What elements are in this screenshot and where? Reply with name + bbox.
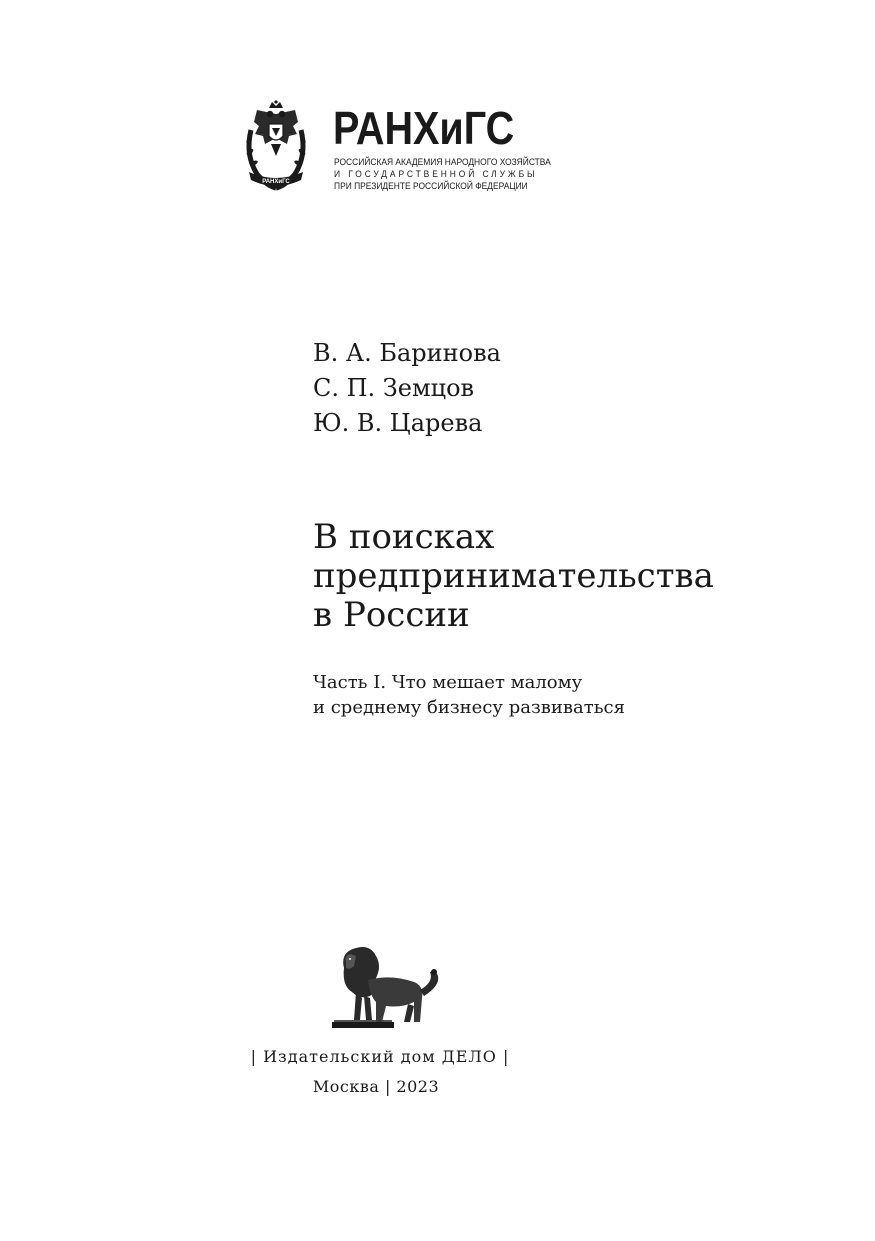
book-title-line: В поисках: [313, 517, 495, 557]
author-name: Ю. В. Царева: [313, 409, 483, 437]
book-title-line: в России: [313, 595, 470, 635]
brand-subtitle-line-2: И ГОСУДАРСТВЕННОЙ СЛУЖБЫ: [334, 169, 538, 180]
logo-block: [243, 100, 551, 196]
brand-subtitle-line-1: РОССИЙСКАЯ АКАДЕМИЯ НАРОДНОГО ХОЗЯЙСТВА: [334, 157, 551, 168]
author-name: С. П. Земцов: [313, 374, 475, 402]
city-year: Москва | 2023: [312, 1077, 440, 1096]
brand-name: РАНХиГС: [333, 102, 515, 154]
book-subtitle-line: Часть I. Что мешает малому: [313, 672, 583, 693]
book-subtitle: [313, 670, 625, 720]
book-title-line: предпринимательства: [313, 556, 714, 596]
author-name: В. А. Баринова: [313, 339, 501, 367]
publisher-name: | Издательский дом ДЕЛО |: [250, 1047, 510, 1066]
emblem-ribbon-text: РАНХиГС: [262, 179, 290, 185]
brand-subtitle-line-3: ПРИ ПРЕЗИДЕНТЕ РОССИЙСКОЙ ФЕДЕРАЦИИ: [334, 181, 528, 192]
lion-icon: [330, 946, 444, 1032]
eagle-emblem-icon: [243, 100, 309, 192]
author-list: [313, 336, 501, 441]
book-title: [313, 518, 714, 635]
book-subtitle-line: и среднему бизнесу развиваться: [313, 697, 625, 718]
